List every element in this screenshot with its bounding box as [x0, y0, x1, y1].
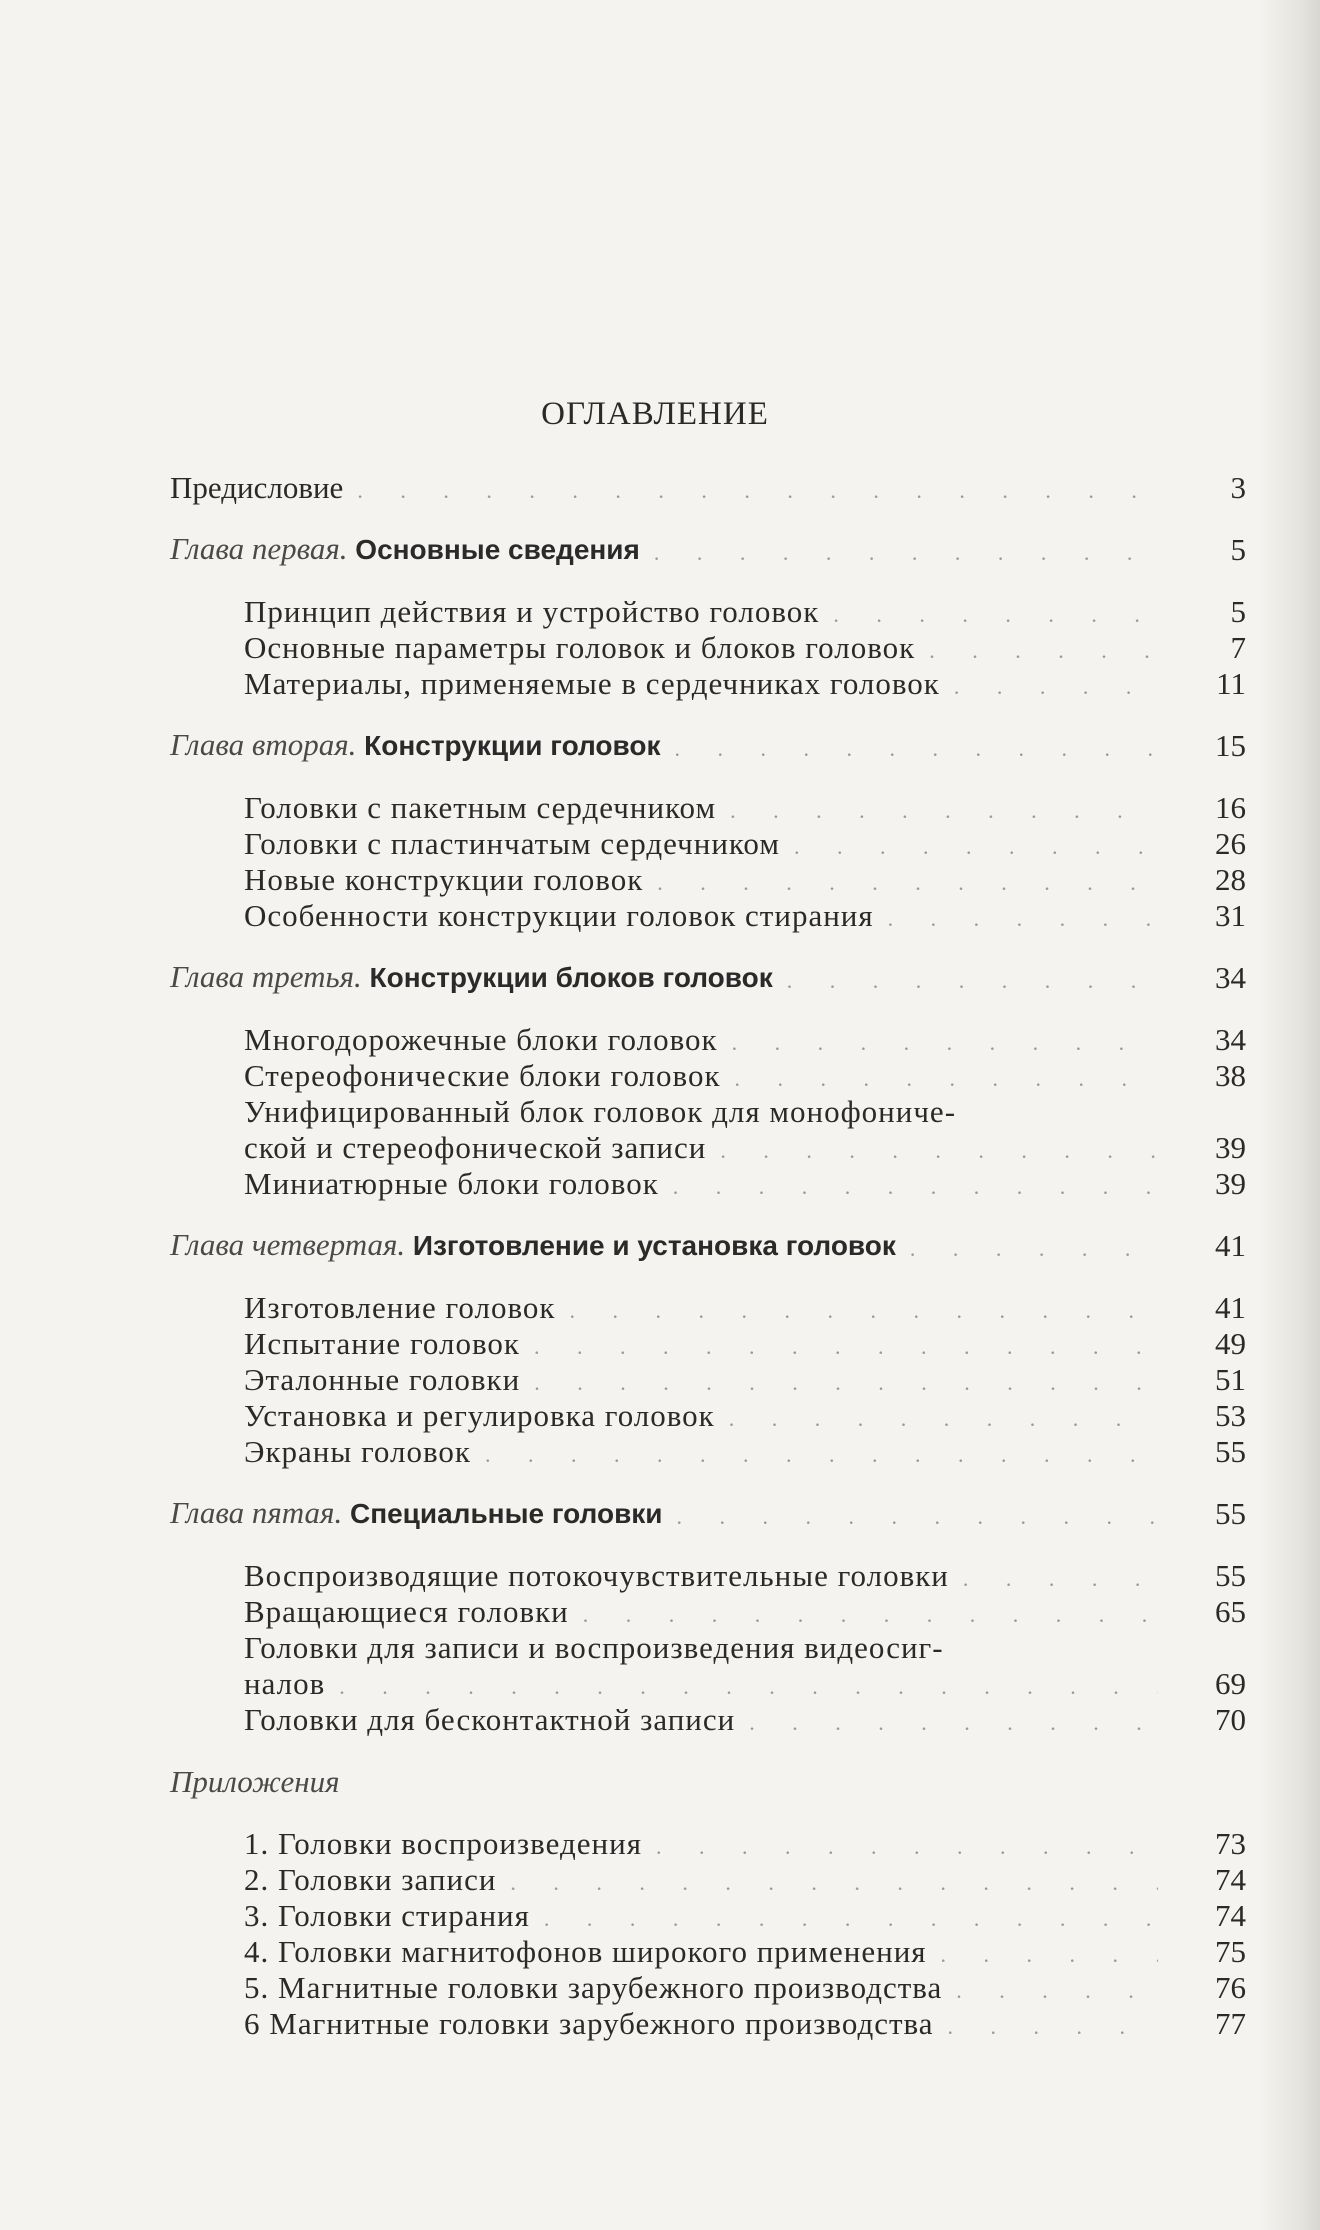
dot-leader — [583, 1600, 1158, 1630]
page-number: 41 — [1215, 1228, 1246, 1263]
toc-chapter-1[interactable] — [170, 532, 1246, 568]
dot-leader — [720, 1136, 1158, 1166]
chapter-label: Глава пятая. — [170, 1495, 343, 1530]
dot-leader — [569, 1296, 1158, 1326]
dot-leader — [735, 1064, 1158, 1094]
toc-chapter-5[interactable] — [170, 1496, 1246, 1532]
dot-leader — [749, 1708, 1158, 1738]
toc-entry[interactable]: Изготовление головок . . . 41 — [170, 1290, 1246, 1326]
dot-leader — [729, 1404, 1158, 1434]
toc-entry[interactable]: Принцип действия и устройство головок . . . 5 — [170, 594, 1246, 630]
page-edge-shadow — [1260, 0, 1320, 2230]
page-number: 34 — [1215, 960, 1246, 995]
dot-leader — [910, 1234, 1158, 1264]
toc-entry[interactable]: Основные параметры головок и блоков головок . . . 7 — [170, 630, 1246, 666]
dot-leader — [730, 796, 1158, 826]
toc-entry[interactable]: ской и стереофонической записи . . . 39 — [170, 1130, 1246, 1166]
toc-appendix-entry[interactable]: 5. Магнитные головки зарубежного производства . . . 76 — [170, 1970, 1246, 2006]
dot-leader — [674, 734, 1158, 764]
dot-leader — [657, 868, 1158, 898]
toc-entry[interactable]: Стереофонические блоки головок . . . 38 — [170, 1058, 1246, 1094]
dot-leader — [963, 1564, 1158, 1594]
dot-leader — [948, 2012, 1158, 2042]
toc-entry[interactable]: Особенности конструкции головок стирания . . . 31 — [170, 898, 1246, 934]
toc-entry[interactable]: Эталонные головки . . . 51 — [170, 1362, 1246, 1398]
dot-leader — [654, 538, 1158, 568]
toc-chapter-3[interactable] — [170, 960, 1246, 996]
page-title: ОГЛАВЛЕНИЕ — [541, 396, 769, 432]
appendix-heading: Приложения — [170, 1764, 340, 1799]
toc-appendix-entry[interactable]: 3. Головки стирания . . . 74 — [170, 1898, 1246, 1934]
chapter-name: Специальные головки — [349, 1498, 663, 1529]
dot-leader — [954, 672, 1158, 702]
dot-leader — [534, 1332, 1158, 1362]
dot-leader — [929, 636, 1158, 666]
dot-leader — [941, 1940, 1158, 1970]
page-number: 5 — [1230, 532, 1246, 567]
dot-leader — [544, 1904, 1158, 1934]
dot-leader — [677, 1502, 1158, 1532]
toc-entry[interactable]: Экраны головок . . . 55 — [170, 1434, 1246, 1470]
toc-appendix-entry[interactable]: 2. Головки записи . . . 74 — [170, 1862, 1246, 1898]
dot-leader — [888, 904, 1158, 934]
toc-entry[interactable]: Установка и регулировка головок . . . 53 — [170, 1398, 1246, 1434]
dot-leader — [534, 1368, 1158, 1398]
dot-leader — [656, 1832, 1158, 1862]
toc-entry[interactable]: Материалы, применяемые в сердечниках головок . . . 11 — [170, 666, 1246, 702]
dot-leader — [833, 600, 1158, 630]
chapter-label: Глава вторая. — [170, 727, 357, 762]
dot-leader — [485, 1440, 1158, 1470]
toc-entry-wrapped-line[interactable]: Головки для записи и воспроизведения видеосиг- — [244, 1630, 944, 1665]
page-number: 15 — [1215, 728, 1246, 763]
dot-leader — [732, 1028, 1158, 1058]
toc-entry[interactable]: Головки для бесконтактной записи . . . 70 — [170, 1702, 1246, 1738]
toc-entry[interactable]: Новые конструкции головок . . . 28 — [170, 862, 1246, 898]
page-number: 55 — [1215, 1496, 1246, 1531]
dot-leader — [673, 1172, 1158, 1202]
chapter-label: Глава третья. — [170, 959, 362, 994]
toc-appendix-entry[interactable]: 4. Головки магнитофонов широкого применения . . . 75 — [170, 1934, 1246, 1970]
dot-leader — [794, 832, 1158, 862]
chapter-label: Глава первая. — [170, 531, 348, 566]
toc-entry-preface[interactable] — [170, 470, 1246, 506]
dot-leader — [956, 1976, 1158, 2006]
dot-leader — [339, 1672, 1158, 1702]
toc-entry[interactable]: Вращающиеся головки . . . 65 — [170, 1594, 1246, 1630]
toc-entry[interactable]: Воспроизводящие потокочувствительные головки . . . 55 — [170, 1558, 1246, 1594]
toc-entry[interactable]: Миниатюрные блоки головок . . . 39 — [170, 1166, 1246, 1202]
toc-entry[interactable]: Многодорожечные блоки головок . . . 34 — [170, 1022, 1246, 1058]
chapter-name: Конструкции блоков головок — [369, 962, 773, 993]
toc-chapter-2[interactable] — [170, 728, 1246, 764]
toc-chapter-4[interactable] — [170, 1228, 1246, 1264]
chapter-name: Изготовление и установка головок — [412, 1230, 896, 1261]
page-number: 3 — [1230, 470, 1246, 505]
toc-entry-wrapped-line[interactable]: Унифицированный блок головок для монофониче- — [244, 1094, 957, 1129]
dot-leader — [510, 1868, 1158, 1898]
entry-text: Предисловие — [170, 470, 344, 505]
toc-appendix-entry[interactable]: 6 Магнитные головки зарубежного производства . . . 77 — [170, 2006, 1246, 2042]
chapter-name: Конструкции головок — [364, 730, 661, 761]
table-of-contents — [170, 470, 1246, 2042]
toc-entry[interactable]: Головки с пластинчатым сердечником . . . 26 — [170, 826, 1246, 862]
toc-entry[interactable]: Головки с пакетным сердечником . . . 16 — [170, 790, 1246, 826]
toc-entry[interactable]: Испытание головок . . . 49 — [170, 1326, 1246, 1362]
dot-leader — [787, 966, 1158, 996]
chapter-name: Основные сведения — [355, 534, 640, 565]
toc-entry[interactable]: налов . . . 69 — [170, 1666, 1246, 1702]
dot-leader — [357, 476, 1158, 506]
toc-appendix-entry[interactable]: 1. Головки воспроизведения . . . 73 — [170, 1826, 1246, 1862]
chapter-label: Глава четвертая. — [170, 1227, 406, 1262]
